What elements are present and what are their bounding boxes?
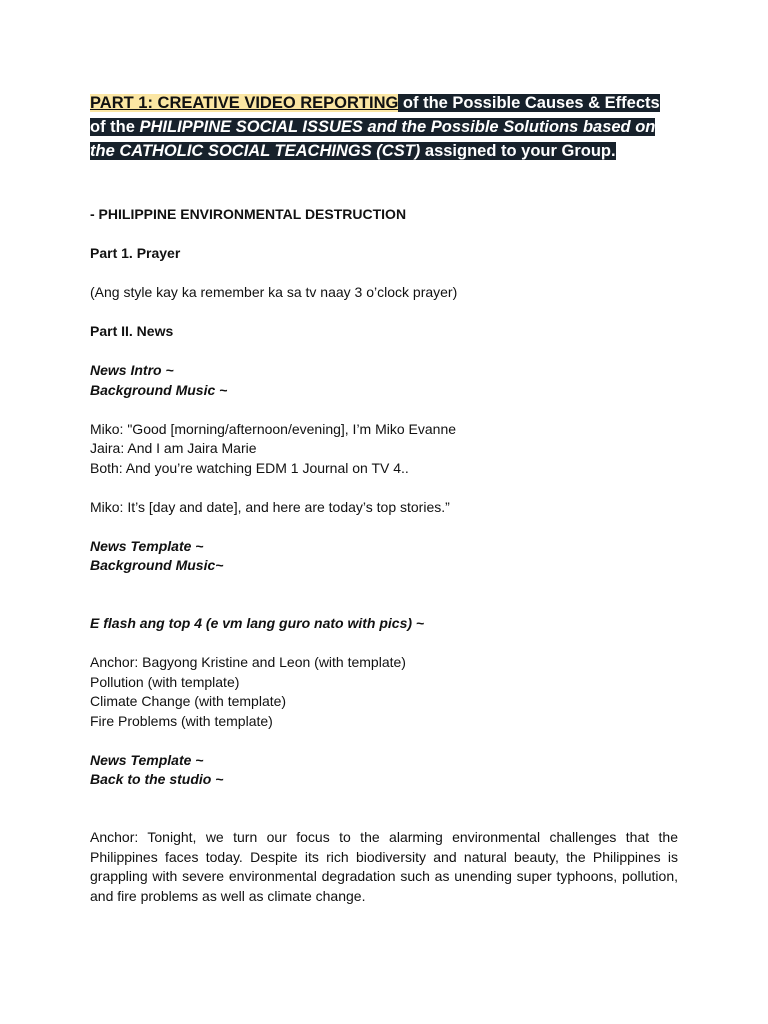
topic-heading: - PHILIPPINE ENVIRONMENTAL DESTRUCTION <box>90 206 407 222</box>
segment-item: Pollution (with template) <box>90 673 240 690</box>
cue-background-music: Background Music ~ <box>90 381 228 398</box>
cue-news-intro: News Intro ~ <box>90 362 174 378</box>
cue-back-to-studio: Back to the studio ~ <box>90 771 224 787</box>
part1-heading: Part 1. Prayer <box>90 245 181 261</box>
dialogue-line: Both: And you’re watching EDM 1 Journal on TV 4.. <box>90 459 409 476</box>
dialogue-line: Jaira: And I am Jaira Marie <box>90 440 257 456</box>
title-highlight: PART 1: CREATIVE VIDEO REPORTING <box>90 94 399 112</box>
segment-item: Climate Change (with template) <box>90 693 287 709</box>
document-title <box>90 91 678 163</box>
segment-item: Fire Problems (with template) <box>90 712 273 729</box>
cue-background-music: Background Music~ <box>90 557 224 573</box>
title-segment-1: of the Possible Causes & Effects of the <box>90 94 660 136</box>
title-segment-3: assigned to your Group. <box>420 142 616 160</box>
segment-item: Anchor: Bagyong Kristine and Leon (with template) <box>90 654 406 670</box>
dialogue-line: Miko: It’s [day and date], and here are today’s top stories.” <box>90 498 450 515</box>
document-content <box>90 91 678 906</box>
dialogue-line: Miko: "Good [morning/afternoon/evening], I’m Miko Evanne <box>90 420 457 437</box>
part2-heading: Part II. News <box>90 323 174 339</box>
cue-flash-top4: E flash ang top 4 (e vm lang guro nato with pics) ~ <box>90 615 425 631</box>
cue-news-template: News Template ~ <box>90 537 204 554</box>
title-segment-italic: PHILIPPINE SOCIAL ISSUES and the Possible Solutions based on the CATHOLIC SOCIAL TEACHINGS (CST) <box>90 118 656 160</box>
part1-note: (Ang style kay ka remember ka sa tv naay 3 o’clock prayer) <box>90 284 458 300</box>
anchor-paragraph: Anchor: Tonight, we turn our focus to the alarming environmental challenges that the Philippines faces today. Despite its rich biodiversity and natural beauty, the Philippines is grappling with severe environmental degradation such as unending super typhoons, pollution, and fire problems as well as climate change. <box>90 829 678 904</box>
cue-news-template: News Template ~ <box>90 751 204 768</box>
